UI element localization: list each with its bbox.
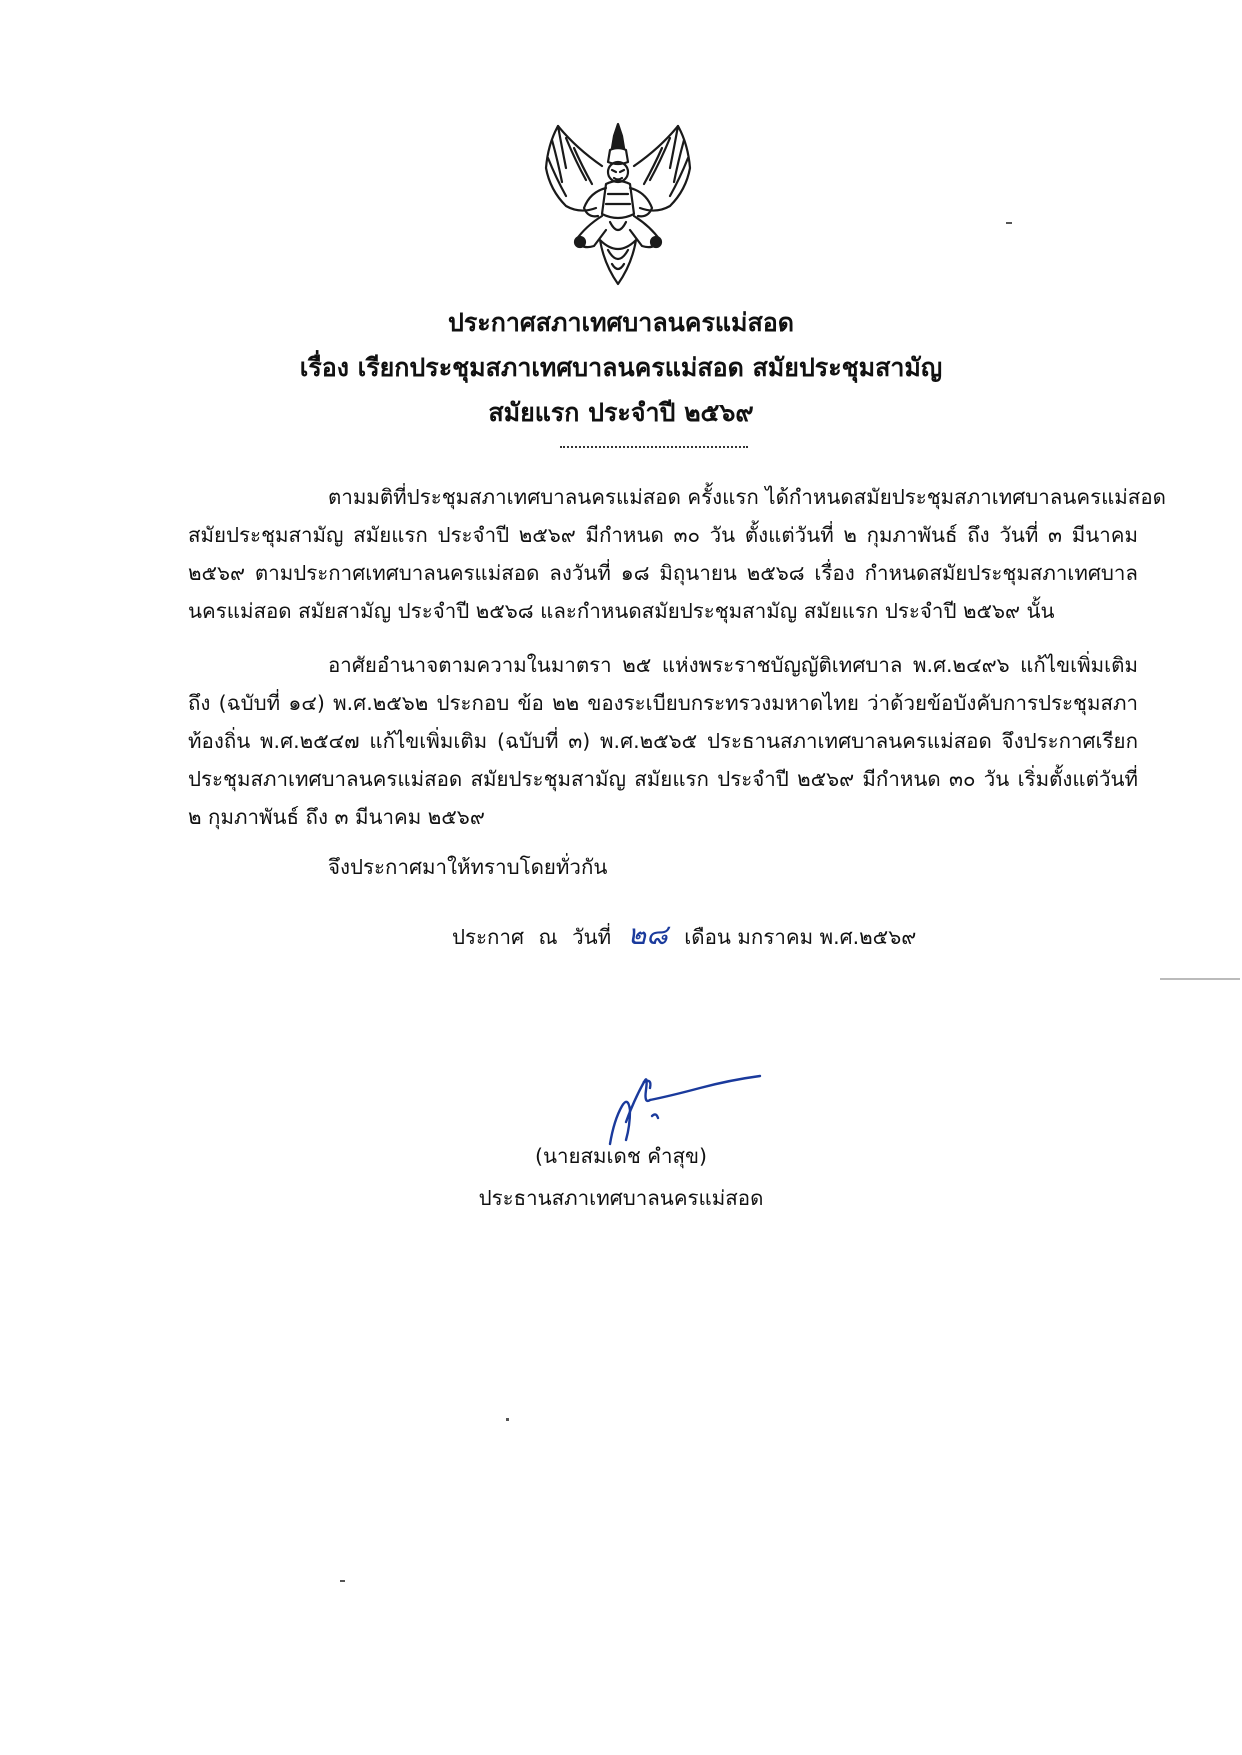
paragraph-line: ตามมติที่ประชุมสภาเทศบาลนครแม่สอด ครั้งแรก ได้กำหนดสมัยประชุมสภาเทศบาลนครแม่สอด — [328, 485, 1166, 509]
announcement-title — [0, 300, 1242, 435]
body-paragraph-2 — [188, 646, 1138, 836]
signatory-name: (นายสมเดช คำสุข) — [534, 1144, 708, 1168]
signature-icon — [600, 1060, 770, 1150]
announcement-date — [448, 916, 920, 956]
paragraph-line: ถึง (ฉบับที่ ๑๔) พ.ศ.๒๕๖๒ ประกอบ ข้อ ๒๒ ของระเบียบกระทรวงมหาดไทย ว่าด้วยข้อบังคับการประชุมสภา — [188, 691, 1138, 715]
scan-speck — [1006, 222, 1012, 224]
signatory-position: ประธานสภาเทศบาลนครแม่สอด — [478, 1186, 764, 1210]
paragraph-line: ๒ กุมภาพันธ์ ถึง ๓ มีนาคม ๒๕๖๙ — [188, 805, 485, 829]
paragraph-line: ท้องถิ่น พ.ศ.๒๕๔๗ แก้ไขเพิ่มเติม (ฉบับที่ ๓) พ.ศ.๒๕๖๕ ประธานสภาเทศบาลนครแม่สอด จึงประกาศเรียก — [188, 729, 1138, 753]
paragraph-line: ๒๕๖๙ ตามประกาศเทศบาลนครแม่สอด ลงวันที่ ๑๘ มิถุนายน ๒๕๖๘ เรื่อง กำหนดสมัยประชุมสภาเทศบาล — [188, 561, 1138, 585]
date-month-year: เดือน มกราคม พ.ศ.๒๕๖๙ — [684, 925, 917, 949]
date-day-label: วันที่ — [572, 925, 612, 949]
body-paragraph-1 — [188, 478, 1166, 630]
garuda-emblem-icon — [536, 118, 700, 290]
scan-speck — [506, 1418, 509, 1421]
scan-speck — [340, 1580, 345, 1582]
paragraph-line: นครแม่สอด สมัยสามัญ ประจำปี ๒๕๖๘ และกำหนดสมัยประชุมสามัญ สมัยแรก ประจำปี ๒๕๖๙ นั้น — [188, 599, 1055, 623]
title-line-session: สมัยแรก ประจำปี ๒๕๖๙ — [488, 398, 754, 427]
date-day-handwritten: ๒๘ — [627, 918, 668, 951]
paragraph-line: อาศัยอำนาจตามความในมาตรา ๒๕ แห่งพระราชบัญญัติเทศบาล พ.ศ.๒๔๙๖ แก้ไขเพิ่มเติม — [328, 653, 1138, 677]
scan-mark — [1160, 978, 1240, 980]
date-at: ณ — [538, 925, 558, 949]
date-prefix: ประกาศ — [452, 925, 524, 949]
closing-statement: จึงประกาศมาให้ทราบโดยทั่วกัน — [328, 855, 608, 879]
paragraph-line: ประชุมสภาเทศบาลนครแม่สอด สมัยประชุมสามัญ สมัยแรก ประจำปี ๒๕๖๙ มีกำหนด ๓๐ วัน เริ่มตั้งแต่วันที่ — [188, 767, 1138, 791]
title-line-issuer: ประกาศสภาเทศบาลนครแม่สอด — [447, 308, 794, 337]
title-separator — [560, 446, 748, 448]
paragraph-line: สมัยประชุมสามัญ สมัยแรก ประจำปี ๒๕๖๙ มีกำหนด ๓๐ วัน ตั้งแต่วันที่ ๒ กุมภาพันธ์ ถึง วันที่ ๓ มีนาคม — [188, 523, 1138, 547]
title-line-subject: เรื่อง เรียกประชุมสภาเทศบาลนครแม่สอด สมัยประชุมสามัญ — [299, 353, 943, 382]
